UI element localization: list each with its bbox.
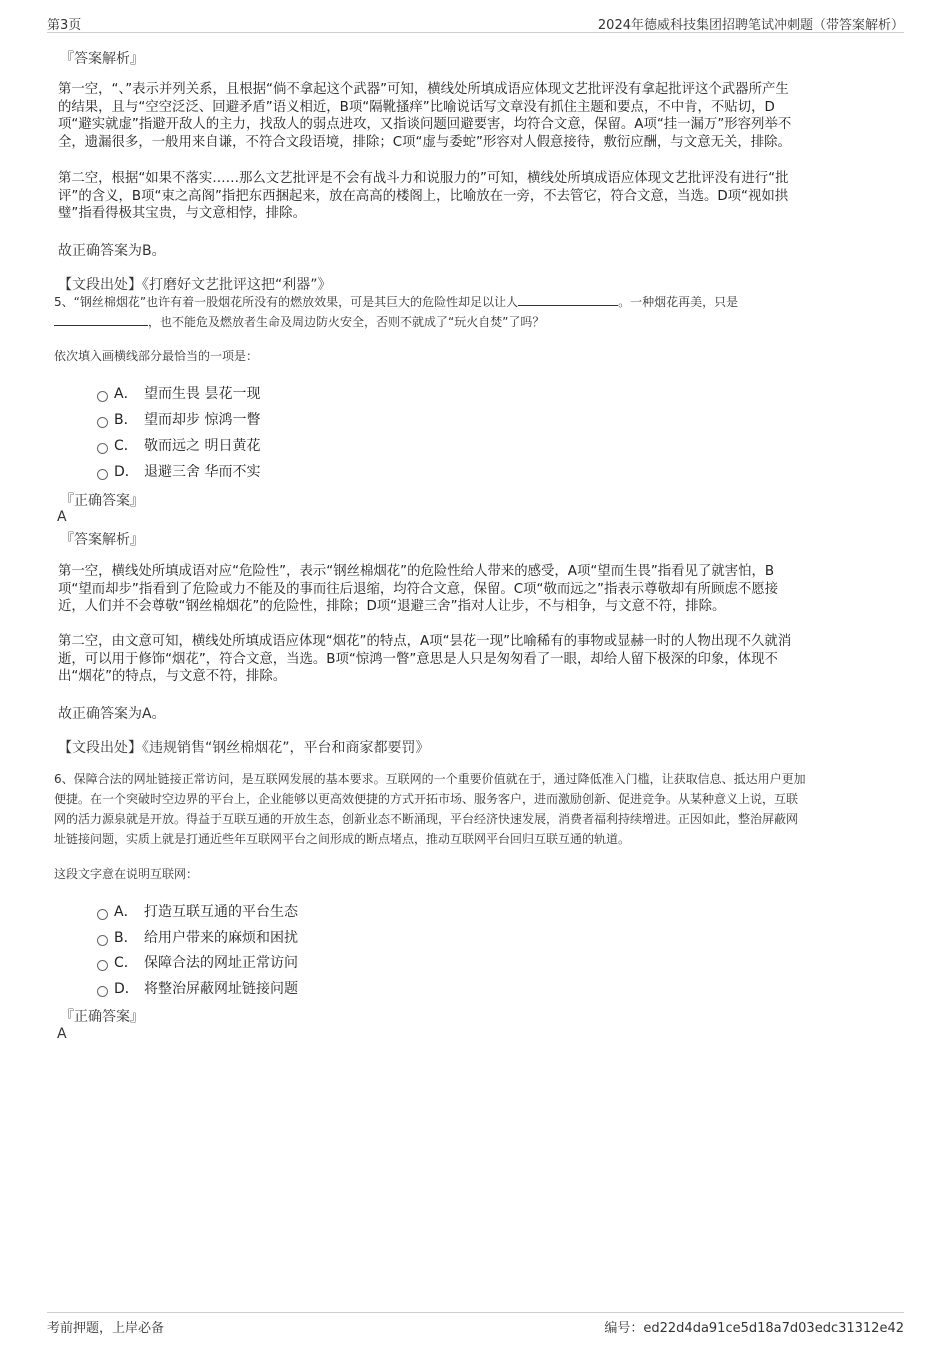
radio-icon[interactable] [97,417,108,428]
q6-stem: 6、保障合法的网址链接正常访问，是互联网发展的基本要求。互联网的一个重要价值就在于，通过降低准入门槛，让获取信息、抵达用户更加 便捷。在一个突破时空边界的平台上，企业能够以更高效便捷的方式开拓市场、服务客户，进而激励创新、促进竞争。从某种意义上说，互联 网的活力源泉就是开放。得益于互联互通的开放生态，创新业态不断涌现，平台经济快速发展，消费者福利持续增进。正因如此，整治屏蔽网 址链接问题，实质上就是打通近些年互联网平台之间形成的断点堵点，推动互联网平台回归互联互通的轨道。 [54,772,806,846]
q5-analysis-para2: 第二空，由文意可知，横线处所填成语应体现“烟花”的特点，A项“昙花一现”比喻稀有的事物或显赫一时的人物出现不久就消 逝，可以用于修饰“烟花”，符合文意，当选。B项“惊鸿一瞥”意思是人只是匆匆看了一眼，却给人留下极深的印象，体现不 出“烟花”的特点，与文意不符，排除。 [58,634,792,684]
answer-blank [518,293,618,306]
q6-option-a[interactable]: A． 打造互联互通的平台生态 [97,901,298,921]
radio-icon[interactable] [97,469,108,480]
page-footer [47,1312,904,1339]
q6-option-c[interactable]: C． 保障合法的网址正常访问 [97,952,298,972]
radio-icon[interactable] [97,443,108,454]
q5-prompt: 依次填入画横线部分最恰当的一项是： [54,349,259,363]
q6-option-d[interactable]: D． 将整治屏蔽网址链接问题 [97,978,298,998]
q4-analysis-para2: 第二空，根据“如果不落实……那么文艺批评是不会有战斗力和说服力的”可知，横线处所填成语应体现文艺批评没有进行“批 评”的含义，B项“束之高阁”指把东西捆起来，放在高高的楼阁上，比喻放在一旁，不去管它，符合文意，当选。D项“视如拱 璧”指看得极其宝贵，与文意相悖，排除。 [58,171,789,221]
q5-answer: A [57,509,67,525]
q6-answer: A [57,1026,67,1042]
page-number: 第3页 [47,18,82,33]
document-id: 编号：ed22d4da91ce5d18a7d03edc31312e42 [604,1321,904,1336]
radio-icon[interactable] [97,935,108,946]
q4-analysis-para1: 第一空，“、”表示并列关系，且根据“倘不拿起这个武器”可知，横线处所填成语应体现文艺批评没有拿起批评这个武器所产生 的结果，且与“空空泛泛、回避矛盾”语义相近，B项“隔靴搔痒”比喻说话写文章没有抓住主题和要点，不中肯，不贴切，D 项“避实就虚”指避开敌人的主力，找敌人的弱点进攻，又指谈问题回避要害，均符合文意，保留。A项“挂一漏万”形容列举不 全，遗漏很多，一般用来自谦，不符合文段语境，排除；C项“虚与委蛇”形容对人假意接待，敷衍应酬，与文意无关，排除。 [58,82,792,150]
radio-icon[interactable] [97,391,108,402]
q5-conclusion: 故正确答案为A。 [58,706,166,722]
radio-icon[interactable] [97,909,108,920]
q5-source: 【文段出处】《违规销售“钢丝棉烟花”，平台和商家都要罚》 [58,740,430,756]
answer-blank [54,313,148,326]
page-header [47,10,904,33]
q5-option-a[interactable]: A． 望而生畏 昙花一现 [97,383,260,403]
q5-correct-label: 『正确答案』 [60,493,144,509]
q4-conclusion: 故正确答案为B。 [58,243,166,259]
footer-slogan: 考前押题，上岸必备 [47,1321,165,1336]
q5-analysis-para1: 第一空，横线处所填成语对应“危险性”，表示“钢丝棉烟花”的危险性给人带来的感受，A项“望而生畏”指看见了就害怕，B 项“望而却步”指看到了危险或力不能及的事而往后退缩，均符合文意，保留。C项“敬而远之”指表示尊敬却有所顾虑不愿接 近，人们并不会尊敬“钢丝棉烟花”的危险性，排除；D项“退避三舍”指对人让步，不与相争，与文意不符，排除。 [58,564,779,614]
q5-analysis-label: 『答案解析』 [60,532,144,548]
radio-icon[interactable] [97,960,108,971]
q5-option-c[interactable]: C． 敬而远之 明日黄花 [97,435,260,455]
document-title: 2024年德威科技集团招聘笔试冲刺题（带答案解析） [597,18,904,33]
q5-stem: 5、“钢丝棉烟花”也许有着一股烟花所没有的燃放效果，可是其巨大的危险性却足以让人 。一种烟花再美，只是 ，也不能危及燃放者生命及周边防火安全，否则不就成了“玩火自焚”了吗？ [54,295,739,329]
q4-analysis-label: 『答案解析』 [60,51,144,67]
q4-source: 【文段出处】《打磨好文艺批评这把“利器”》 [58,277,332,293]
q6-correct-label: 『正确答案』 [60,1009,144,1025]
q5-option-d[interactable]: D． 退避三舍 华而不实 [97,461,260,481]
q6-option-b[interactable]: B． 给用户带来的麻烦和困扰 [97,927,298,947]
radio-icon[interactable] [97,986,108,997]
q6-prompt: 这段文字意在说明互联网： [54,867,199,881]
q5-option-b[interactable]: B． 望而却步 惊鸿一瞥 [97,409,260,429]
